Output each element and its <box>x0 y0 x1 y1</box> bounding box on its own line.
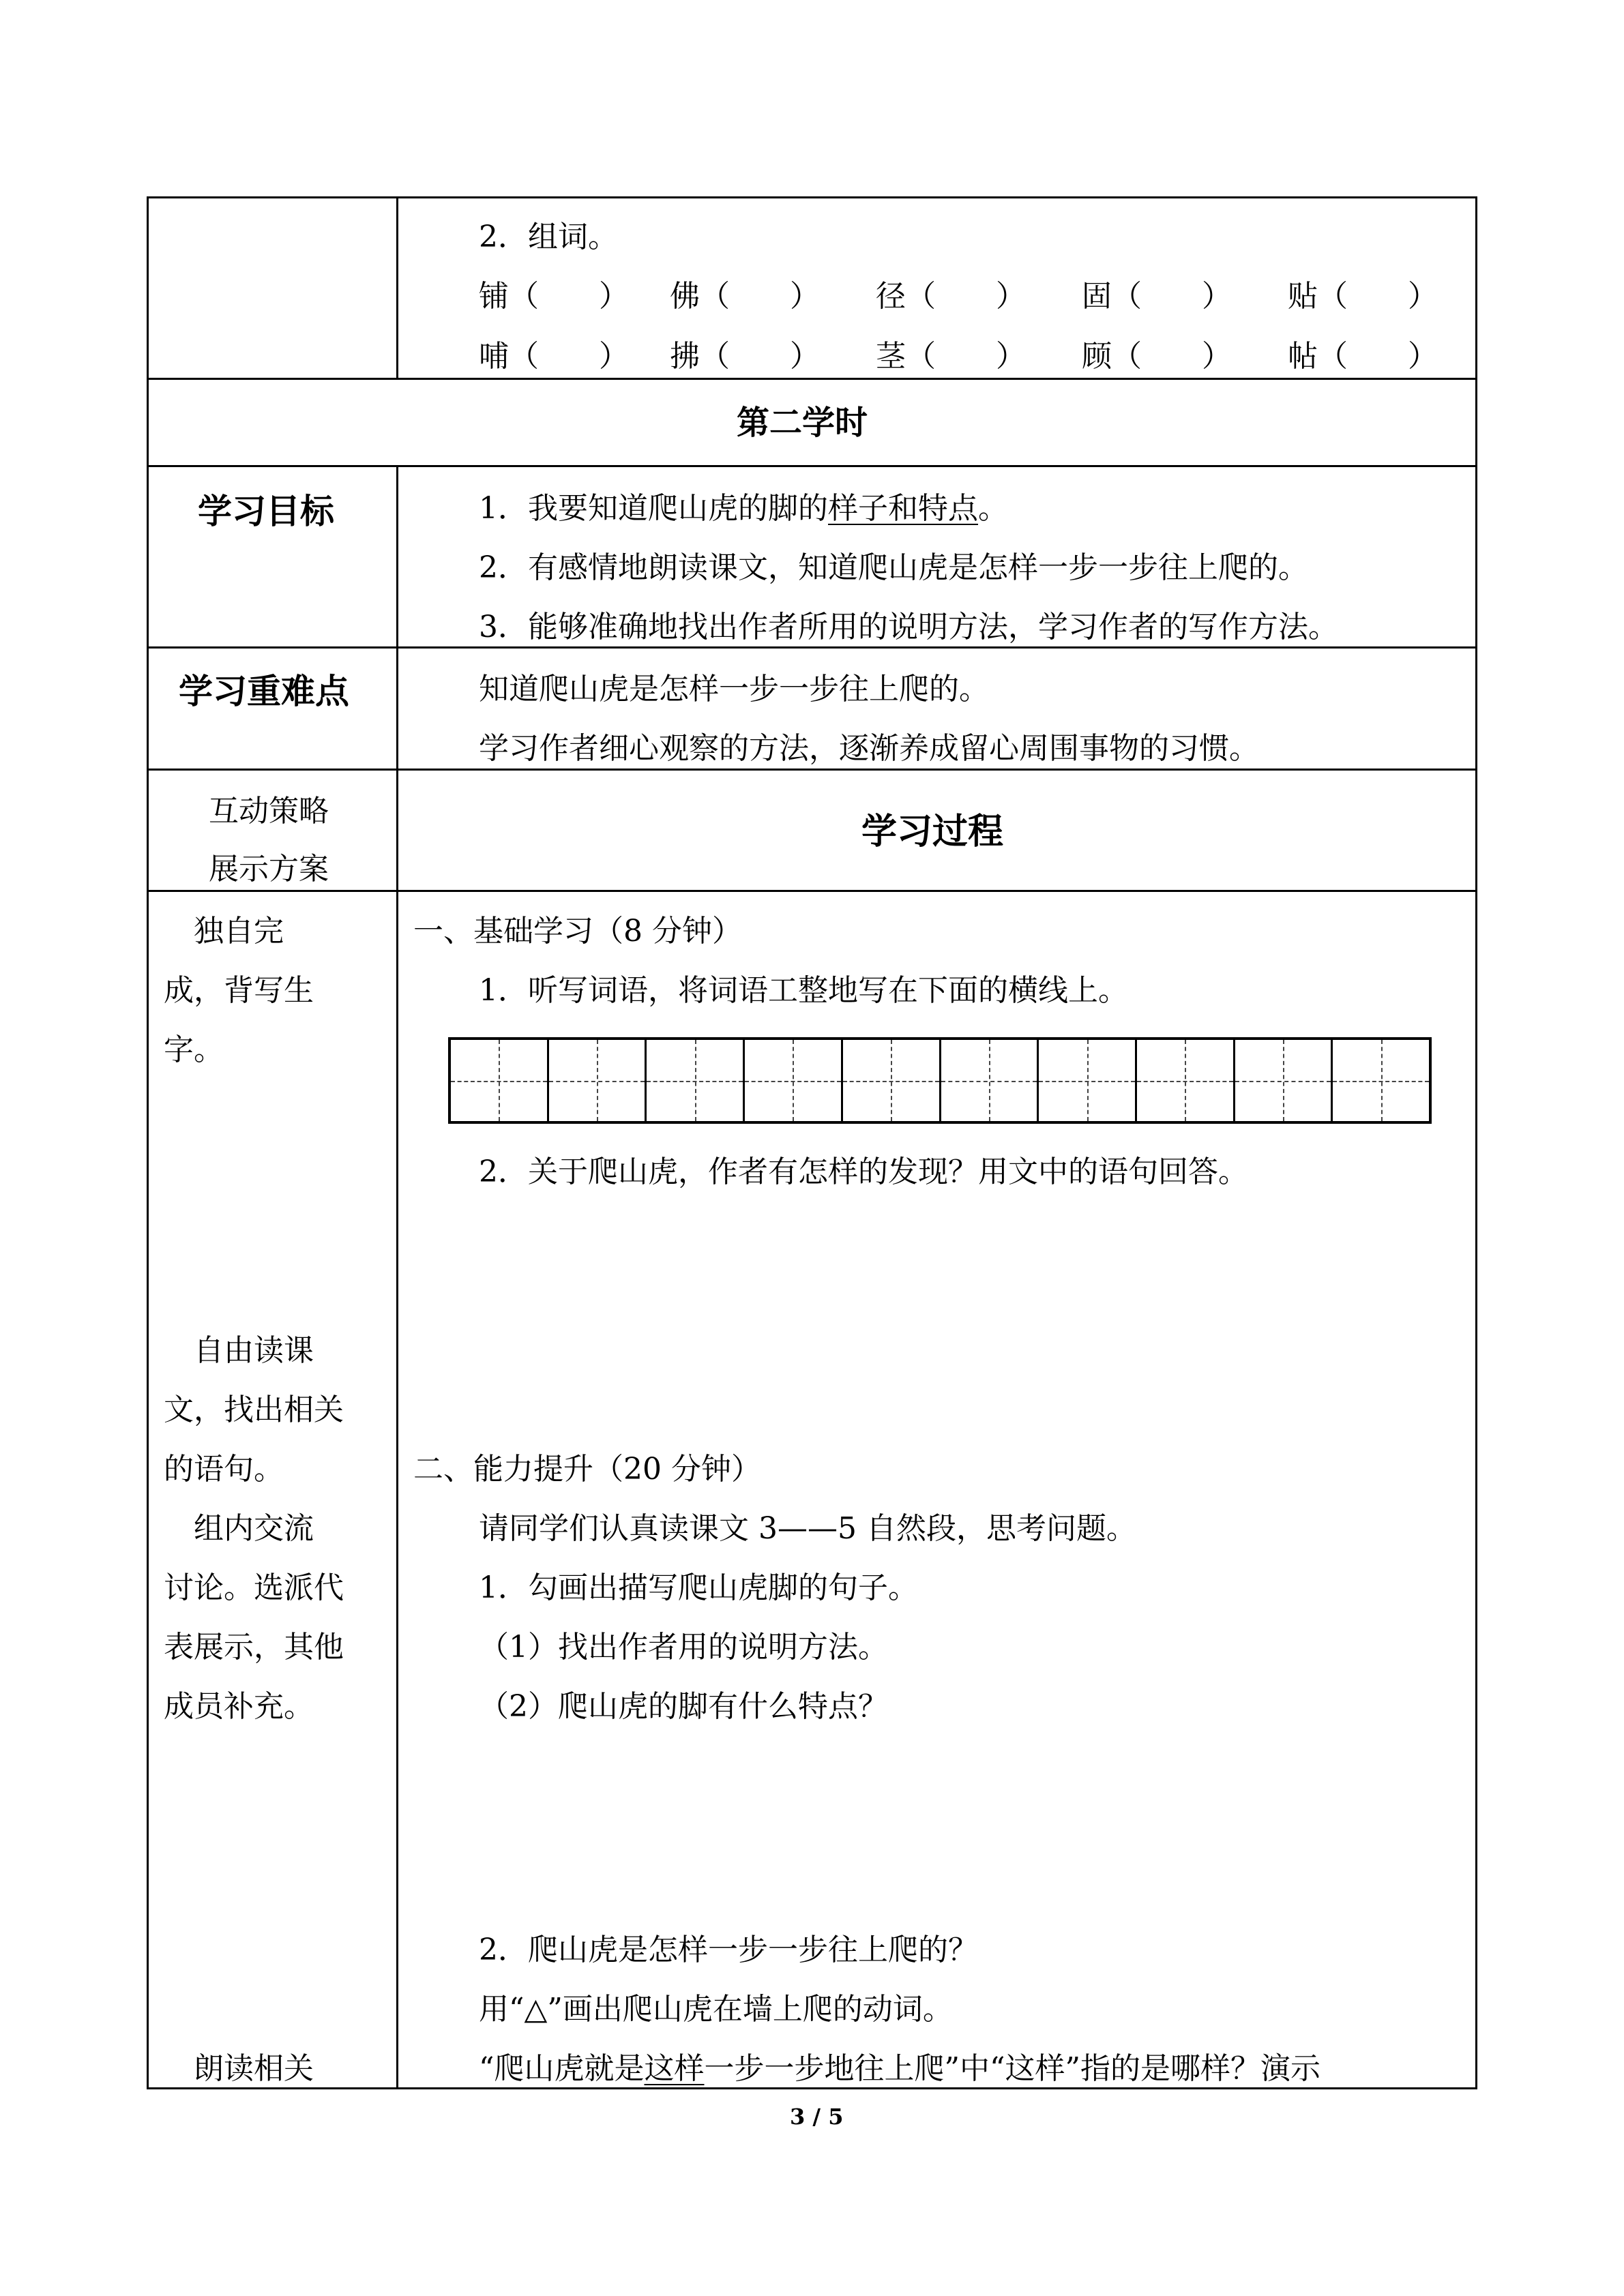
writing-cell[interactable] <box>843 1040 941 1121</box>
table-top-border <box>147 196 1477 198</box>
basic-title: 一、基础学习（8 分钟） <box>413 914 742 949</box>
writing-cell[interactable] <box>941 1040 1039 1121</box>
goal-item-1-underlined: 样子和特点 <box>828 491 978 526</box>
word-group-item: 径（ ） <box>876 279 1026 314</box>
ability-question-1a: （1）找出作者用的说明方法。 <box>479 1630 888 1665</box>
writing-cell[interactable] <box>1137 1040 1235 1121</box>
writing-cell[interactable] <box>647 1040 745 1121</box>
table-left-border <box>147 196 149 2089</box>
ability-title: 二、能力提升（20 分钟） <box>413 1452 761 1487</box>
left-note: 表展示，其他 <box>164 1630 344 1665</box>
left-note: 自由读课 <box>164 1333 314 1368</box>
writing-cell[interactable] <box>745 1040 843 1121</box>
section-title: 第二学时 <box>737 404 868 442</box>
left-note: 独自完 <box>164 914 284 949</box>
difficulty-label: 学习重难点 <box>179 672 349 711</box>
table-bottom-border <box>147 2087 1477 2089</box>
writing-cell[interactable] <box>549 1040 647 1121</box>
word-group-item: 哺（ ） <box>479 339 629 374</box>
difficulty-line-1: 知道爬山虎是怎样一步一步往上爬的。 <box>479 672 989 706</box>
left-note: 朗读相关 <box>164 2051 314 2086</box>
word-group-item: 佛（ ） <box>670 279 820 314</box>
word-group-title: 2．组词。 <box>479 220 618 254</box>
ability-intro: 请同学们认真读课文 3——5 自然段，思考问题。 <box>479 1511 1136 1546</box>
writing-cell[interactable] <box>1235 1040 1333 1121</box>
left-note: 成，背写生 <box>164 973 314 1008</box>
row-divider <box>147 646 1477 648</box>
column-divider <box>396 465 398 2087</box>
word-group-item: 铺（ ） <box>479 279 629 314</box>
word-group-item: 固（ ） <box>1082 279 1232 314</box>
ability-question-2a: 用“△”画出爬山虎在墙上爬的动词。 <box>479 1992 953 2027</box>
writing-cell[interactable] <box>1333 1040 1429 1121</box>
word-group-item: 顾（ ） <box>1082 339 1232 374</box>
strategy-label-line-1: 互动策略 <box>209 794 329 829</box>
row-divider <box>147 890 1477 892</box>
row-divider <box>147 378 1477 380</box>
left-note: 文，找出相关 <box>164 1392 344 1427</box>
ability-question-2: 2．爬山虎是怎样一步一步往上爬的？ <box>479 1933 978 1967</box>
goal-item-1 <box>479 491 1008 526</box>
left-note: 的语句。 <box>164 1452 284 1487</box>
ability-question-2b <box>479 2051 1320 2086</box>
process-title: 学习过程 <box>861 811 1004 852</box>
word-group-item: 拂（ ） <box>670 339 820 374</box>
basic-question-2: 2．关于爬山虎，作者有怎样的发现？用文中的语句回答。 <box>479 1154 1248 1189</box>
goal-item-3: 3．能够准确地找出作者所用的说明方法，学习作者的写作方法。 <box>479 610 1338 644</box>
row-divider <box>147 769 1477 771</box>
ability-question-2b-prefix: “爬山虎就是 <box>479 2051 645 2086</box>
word-group-item: 茎（ ） <box>876 339 1026 374</box>
goal-item-2: 2．有感情地朗读课文，知道爬山虎是怎样一步一步往上爬的。 <box>479 550 1308 585</box>
left-note: 成员补充。 <box>164 1689 314 1724</box>
page-number: 3 / 5 <box>790 2104 844 2130</box>
goals-label: 学习目标 <box>198 492 334 531</box>
left-note: 组内交流 <box>164 1511 314 1546</box>
writing-cell[interactable] <box>451 1040 549 1121</box>
left-note: 字。 <box>164 1032 224 1067</box>
ability-question-1: 1．勾画出描写爬山虎脚的句子。 <box>479 1570 918 1605</box>
ability-question-2b-underlined: 这样 <box>644 2051 705 2086</box>
goal-item-1-prefix: 1．我要知道爬山虎的脚的 <box>479 491 828 526</box>
ability-question-2b-suffix: 一步一步地往上爬”中“这样”指的是哪样？演示 <box>704 2051 1320 2086</box>
row-divider <box>147 465 1477 467</box>
table-right-border <box>1475 196 1477 2089</box>
difficulty-line-2: 学习作者细心观察的方法，逐渐养成留心周围事物的习惯。 <box>479 731 1259 766</box>
goal-item-1-suffix: 。 <box>978 491 1008 526</box>
writing-grid[interactable] <box>448 1037 1432 1124</box>
word-group-item: 贴（ ） <box>1288 279 1438 314</box>
column-divider <box>396 196 398 378</box>
writing-cell[interactable] <box>1039 1040 1137 1121</box>
left-note: 讨论。选派代 <box>164 1570 344 1605</box>
word-group-item: 帖（ ） <box>1288 339 1438 374</box>
ability-question-1b: （2）爬山虎的脚有什么特点？ <box>479 1689 888 1724</box>
strategy-label-line-2: 展示方案 <box>209 852 329 886</box>
basic-question-1: 1．听写词语，将词语工整地写在下面的横线上。 <box>479 973 1128 1008</box>
